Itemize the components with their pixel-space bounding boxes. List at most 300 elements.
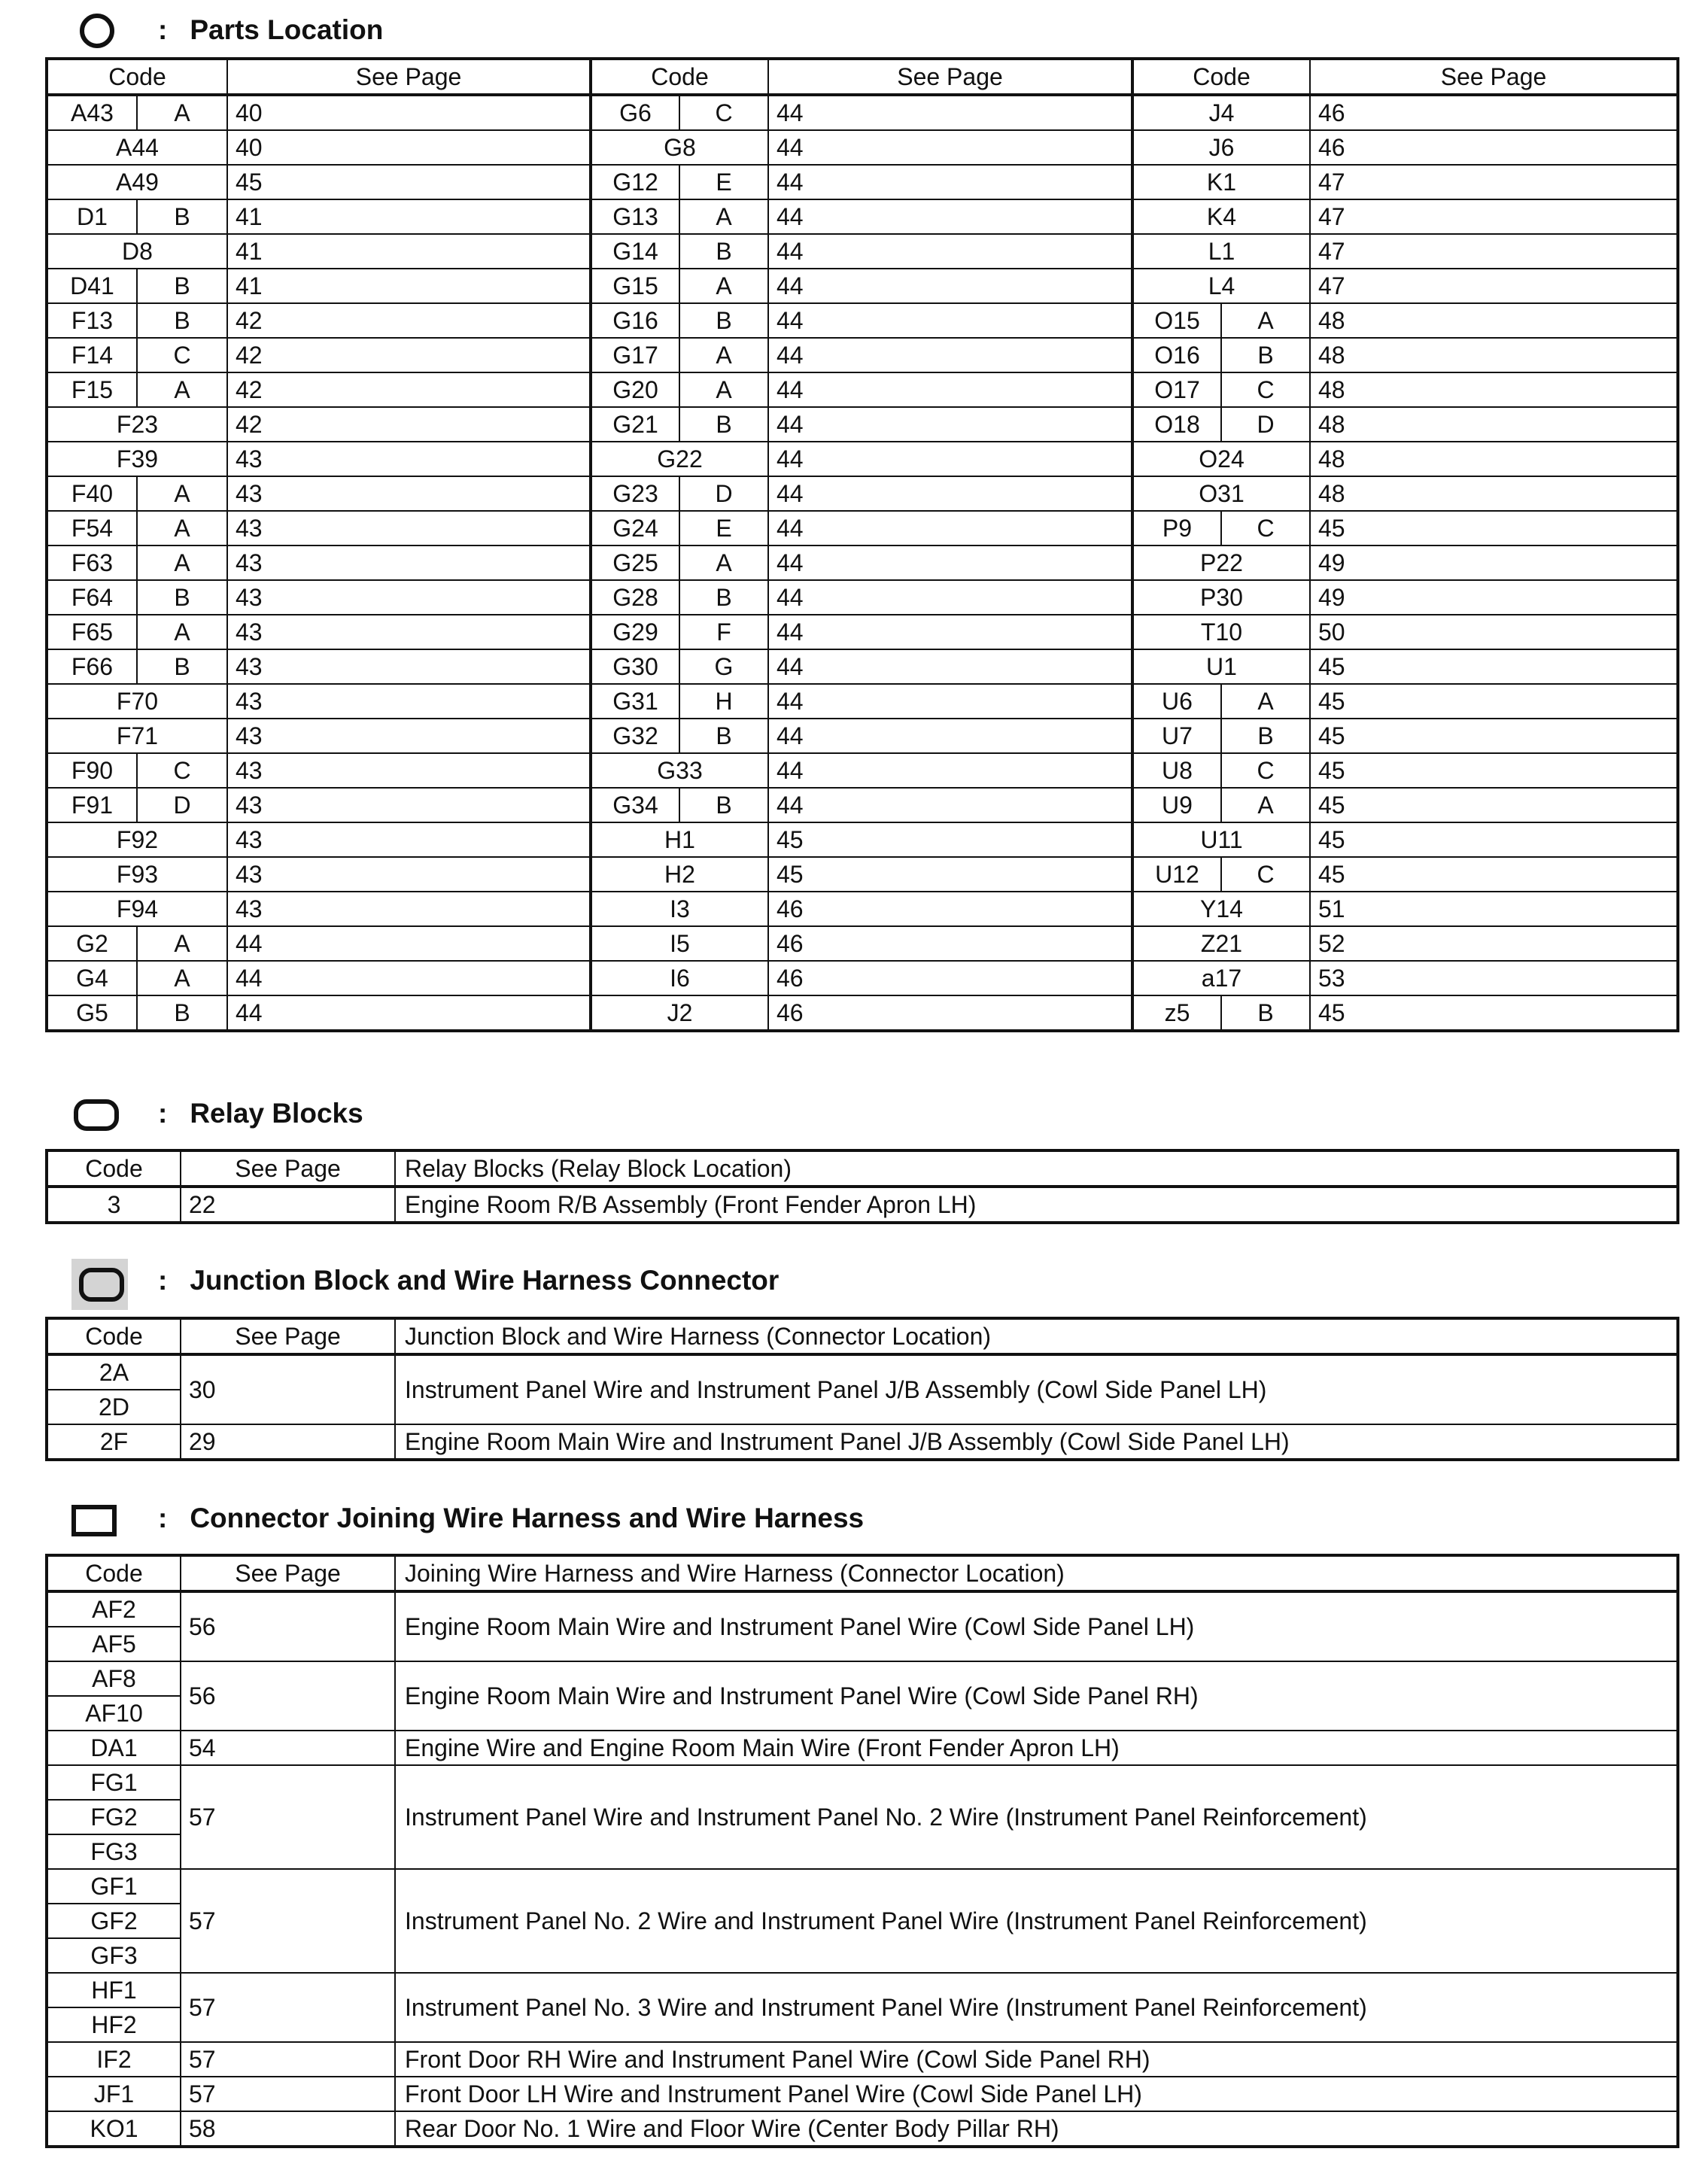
see-page-value: 43 bbox=[227, 892, 591, 926]
part-sub-code: A bbox=[679, 338, 768, 372]
see-page-value: 48 bbox=[1310, 476, 1678, 511]
connector-code: GF2 bbox=[47, 1904, 181, 1938]
location-description: Instrument Panel No. 2 Wire and Instrument Panel Wire (Instrument Panel Reinforcement) bbox=[395, 1869, 1678, 1973]
location-description: Instrument Panel Wire and Instrument Panel J/B Assembly (Cowl Side Panel LH) bbox=[395, 1354, 1678, 1424]
see-page-value: 44 bbox=[768, 719, 1132, 753]
column-header: See Page bbox=[227, 59, 591, 95]
part-code: P30 bbox=[1132, 580, 1310, 615]
connector-code: FG2 bbox=[47, 1800, 181, 1834]
column-header: Relay Blocks (Relay Block Location) bbox=[395, 1150, 1678, 1187]
part-sub-code: A bbox=[137, 615, 227, 649]
see-page-value: 43 bbox=[227, 511, 591, 546]
part-sub-code: C bbox=[1221, 857, 1310, 892]
see-page-value: 54 bbox=[181, 1731, 395, 1765]
see-page-value: 48 bbox=[1310, 338, 1678, 372]
part-sub-code: A bbox=[679, 546, 768, 580]
table-row bbox=[47, 788, 1678, 822]
see-page-value: 43 bbox=[227, 719, 591, 753]
see-page-value: 43 bbox=[227, 476, 591, 511]
see-page-value: 44 bbox=[768, 407, 1132, 442]
see-page-value: 40 bbox=[227, 95, 591, 130]
table-row bbox=[47, 95, 1678, 130]
part-sub-code: A bbox=[137, 372, 227, 407]
section-title: Connector Joining Wire Harness and Wire Harness bbox=[190, 1503, 865, 1533]
see-page-value: 46 bbox=[768, 892, 1132, 926]
see-page-value: 42 bbox=[227, 303, 591, 338]
see-page-value: 44 bbox=[768, 338, 1132, 372]
see-page-value: 45 bbox=[768, 822, 1132, 857]
table-row bbox=[47, 1765, 1678, 1800]
part-sub-code: B bbox=[1221, 719, 1310, 753]
part-code: G20 bbox=[591, 372, 679, 407]
see-page-value: 45 bbox=[1310, 511, 1678, 546]
part-code: H2 bbox=[591, 857, 768, 892]
separator-colon: : bbox=[158, 14, 168, 45]
part-sub-code: A bbox=[1221, 303, 1310, 338]
part-code: G29 bbox=[591, 615, 679, 649]
column-header: Junction Block and Wire Harness (Connector Location) bbox=[395, 1318, 1678, 1354]
part-code: Z21 bbox=[1132, 926, 1310, 961]
separator-colon: : bbox=[158, 1265, 168, 1296]
table-row bbox=[47, 130, 1678, 165]
see-page-value: 22 bbox=[181, 1187, 395, 1223]
part-code: G34 bbox=[591, 788, 679, 822]
part-code: G2 bbox=[47, 926, 137, 961]
part-sub-code: B bbox=[1221, 995, 1310, 1031]
connector-code: 3 bbox=[47, 1187, 181, 1223]
table-row bbox=[47, 407, 1678, 442]
table-row bbox=[47, 234, 1678, 269]
part-sub-code: C bbox=[1221, 753, 1310, 788]
part-sub-code: A bbox=[137, 961, 227, 995]
connector-joining-icon bbox=[68, 1496, 116, 1541]
part-sub-code: D bbox=[1221, 407, 1310, 442]
connector-code: AF8 bbox=[47, 1661, 181, 1696]
table-row bbox=[47, 1661, 1678, 1696]
part-code: F40 bbox=[47, 476, 137, 511]
see-page-value: 45 bbox=[768, 857, 1132, 892]
part-code: G31 bbox=[591, 684, 679, 719]
table-row bbox=[47, 580, 1678, 615]
parts-location-table bbox=[45, 57, 1679, 1032]
see-page-value: 44 bbox=[768, 372, 1132, 407]
see-page-value: 48 bbox=[1310, 303, 1678, 338]
column-header: See Page bbox=[181, 1150, 395, 1187]
part-code: F23 bbox=[47, 407, 227, 442]
table-row bbox=[47, 338, 1678, 372]
part-sub-code: A bbox=[679, 199, 768, 234]
part-sub-code: A bbox=[137, 511, 227, 546]
see-page-value: 44 bbox=[768, 753, 1132, 788]
part-code: A49 bbox=[47, 165, 227, 199]
connector-joining-table bbox=[45, 1554, 1679, 2148]
part-code: a17 bbox=[1132, 961, 1310, 995]
connector-code: 2A bbox=[47, 1354, 181, 1390]
see-page-value: 41 bbox=[227, 199, 591, 234]
see-page-value: 43 bbox=[227, 684, 591, 719]
part-code: G24 bbox=[591, 511, 679, 546]
see-page-value: 45 bbox=[1310, 719, 1678, 753]
part-sub-code: B bbox=[137, 303, 227, 338]
table-row bbox=[47, 1187, 1678, 1223]
part-sub-code: A bbox=[1221, 684, 1310, 719]
see-page-value: 44 bbox=[227, 926, 591, 961]
connector-code: AF10 bbox=[47, 1696, 181, 1731]
see-page-value: 45 bbox=[1310, 753, 1678, 788]
part-code: G6 bbox=[591, 95, 679, 130]
part-sub-code: C bbox=[137, 753, 227, 788]
see-page-value: 47 bbox=[1310, 199, 1678, 234]
part-sub-code: A bbox=[679, 269, 768, 303]
part-code: F65 bbox=[47, 615, 137, 649]
column-header: See Page bbox=[1310, 59, 1678, 95]
see-page-value: 44 bbox=[768, 199, 1132, 234]
part-code: G22 bbox=[591, 442, 768, 476]
part-sub-code: B bbox=[679, 788, 768, 822]
see-page-value: 43 bbox=[227, 580, 591, 615]
part-code: O15 bbox=[1132, 303, 1221, 338]
see-page-value: 40 bbox=[227, 130, 591, 165]
see-page-value: 46 bbox=[1310, 95, 1678, 130]
part-code: F70 bbox=[47, 684, 227, 719]
table-row bbox=[47, 165, 1678, 199]
part-code: J4 bbox=[1132, 95, 1310, 130]
column-header: Joining Wire Harness and Wire Harness (Connector Location) bbox=[395, 1555, 1678, 1591]
part-code: F93 bbox=[47, 857, 227, 892]
section-title: Parts Location bbox=[190, 14, 384, 45]
see-page-value: 44 bbox=[768, 649, 1132, 684]
connector-code: GF3 bbox=[47, 1938, 181, 1973]
see-page-value: 46 bbox=[768, 926, 1132, 961]
table-row bbox=[47, 857, 1678, 892]
see-page-value: 45 bbox=[1310, 684, 1678, 719]
see-page-value: 58 bbox=[181, 2111, 395, 2147]
see-page-value: 45 bbox=[227, 165, 591, 199]
part-code: U12 bbox=[1132, 857, 1221, 892]
see-page-value: 44 bbox=[768, 788, 1132, 822]
part-sub-code: D bbox=[137, 788, 227, 822]
see-page-value: 43 bbox=[227, 788, 591, 822]
see-page-value: 43 bbox=[227, 649, 591, 684]
part-code: G23 bbox=[591, 476, 679, 511]
see-page-value: 57 bbox=[181, 1973, 395, 2042]
part-code: A44 bbox=[47, 130, 227, 165]
see-page-value: 45 bbox=[1310, 788, 1678, 822]
part-sub-code: H bbox=[679, 684, 768, 719]
see-page-value: 43 bbox=[227, 857, 591, 892]
circle-icon bbox=[68, 8, 116, 53]
see-page-value: 42 bbox=[227, 338, 591, 372]
see-page-value: 47 bbox=[1310, 165, 1678, 199]
part-code: D8 bbox=[47, 234, 227, 269]
part-code: A43 bbox=[47, 95, 137, 130]
location-description: Engine Room Main Wire and Instrument Panel Wire (Cowl Side Panel RH) bbox=[395, 1661, 1678, 1731]
part-sub-code: E bbox=[679, 165, 768, 199]
part-code: H1 bbox=[591, 822, 768, 857]
part-code: F66 bbox=[47, 649, 137, 684]
part-code: G28 bbox=[591, 580, 679, 615]
table-row bbox=[47, 719, 1678, 753]
part-code: O17 bbox=[1132, 372, 1221, 407]
table-header-row bbox=[47, 1318, 1678, 1354]
see-page-value: 42 bbox=[227, 407, 591, 442]
see-page-value: 56 bbox=[181, 1661, 395, 1731]
part-code: O24 bbox=[1132, 442, 1310, 476]
connector-code: 2D bbox=[47, 1390, 181, 1424]
see-page-value: 57 bbox=[181, 2077, 395, 2111]
part-code: D1 bbox=[47, 199, 137, 234]
part-code: K1 bbox=[1132, 165, 1310, 199]
part-sub-code: B bbox=[137, 995, 227, 1031]
part-code: F64 bbox=[47, 580, 137, 615]
see-page-value: 44 bbox=[768, 511, 1132, 546]
part-sub-code: B bbox=[137, 199, 227, 234]
see-page-value: 56 bbox=[181, 1591, 395, 1661]
part-sub-code: A bbox=[1221, 788, 1310, 822]
see-page-value: 49 bbox=[1310, 580, 1678, 615]
part-code: G8 bbox=[591, 130, 768, 165]
connector-code: AF2 bbox=[47, 1591, 181, 1627]
part-code: J6 bbox=[1132, 130, 1310, 165]
part-code: Y14 bbox=[1132, 892, 1310, 926]
see-page-value: 45 bbox=[1310, 822, 1678, 857]
table-header-row bbox=[47, 1555, 1678, 1591]
table-row bbox=[47, 372, 1678, 407]
connector-joining-header bbox=[68, 1496, 864, 1541]
part-code: U8 bbox=[1132, 753, 1221, 788]
table-row bbox=[47, 753, 1678, 788]
part-code: G5 bbox=[47, 995, 137, 1031]
part-code: O18 bbox=[1132, 407, 1221, 442]
table-row bbox=[47, 926, 1678, 961]
connector-code: FG3 bbox=[47, 1834, 181, 1869]
part-code: F15 bbox=[47, 372, 137, 407]
see-page-value: 46 bbox=[768, 995, 1132, 1031]
part-code: G12 bbox=[591, 165, 679, 199]
part-sub-code: B bbox=[137, 649, 227, 684]
part-sub-code: C bbox=[137, 338, 227, 372]
connector-code: JF1 bbox=[47, 2077, 181, 2111]
part-sub-code: F bbox=[679, 615, 768, 649]
see-page-value: 44 bbox=[768, 476, 1132, 511]
see-page-value: 44 bbox=[768, 165, 1132, 199]
see-page-value: 44 bbox=[768, 684, 1132, 719]
column-header: See Page bbox=[181, 1318, 395, 1354]
column-header: Code bbox=[47, 1318, 181, 1354]
table-row bbox=[47, 476, 1678, 511]
location-description: Engine Room Main Wire and Instrument Panel Wire (Cowl Side Panel LH) bbox=[395, 1591, 1678, 1661]
part-sub-code: B bbox=[1221, 338, 1310, 372]
column-header: See Page bbox=[181, 1555, 395, 1591]
part-sub-code: B bbox=[679, 303, 768, 338]
connector-code: DA1 bbox=[47, 1731, 181, 1765]
connector-code: HF2 bbox=[47, 2007, 181, 2042]
parts-location-header bbox=[68, 8, 383, 53]
part-code: F94 bbox=[47, 892, 227, 926]
part-code: P9 bbox=[1132, 511, 1221, 546]
part-code: G13 bbox=[591, 199, 679, 234]
location-description: Rear Door No. 1 Wire and Floor Wire (Center Body Pillar RH) bbox=[395, 2111, 1678, 2147]
connector-code: FG1 bbox=[47, 1765, 181, 1800]
see-page-value: 53 bbox=[1310, 961, 1678, 995]
table-row bbox=[47, 1424, 1678, 1460]
see-page-value: 44 bbox=[768, 303, 1132, 338]
part-code: G32 bbox=[591, 719, 679, 753]
see-page-value: 46 bbox=[1310, 130, 1678, 165]
part-code: J2 bbox=[591, 995, 768, 1031]
see-page-value: 43 bbox=[227, 442, 591, 476]
table-header-row bbox=[47, 59, 1678, 95]
see-page-value: 43 bbox=[227, 753, 591, 788]
see-page-value: 41 bbox=[227, 234, 591, 269]
part-sub-code: B bbox=[679, 580, 768, 615]
junction-block-header bbox=[68, 1258, 779, 1303]
location-description: Instrument Panel Wire and Instrument Panel No. 2 Wire (Instrument Panel Reinforcement) bbox=[395, 1765, 1678, 1869]
part-code: L4 bbox=[1132, 269, 1310, 303]
part-sub-code: C bbox=[1221, 511, 1310, 546]
part-code: G16 bbox=[591, 303, 679, 338]
part-code: U11 bbox=[1132, 822, 1310, 857]
part-sub-code: C bbox=[1221, 372, 1310, 407]
part-sub-code: B bbox=[137, 269, 227, 303]
part-code: F90 bbox=[47, 753, 137, 788]
part-code: O16 bbox=[1132, 338, 1221, 372]
part-code: G21 bbox=[591, 407, 679, 442]
see-page-value: 47 bbox=[1310, 234, 1678, 269]
connector-code: IF2 bbox=[47, 2042, 181, 2077]
part-code: P22 bbox=[1132, 546, 1310, 580]
table-row bbox=[47, 2077, 1678, 2111]
table-row bbox=[47, 269, 1678, 303]
see-page-value: 49 bbox=[1310, 546, 1678, 580]
part-sub-code: D bbox=[679, 476, 768, 511]
part-sub-code: A bbox=[137, 546, 227, 580]
part-sub-code: G bbox=[679, 649, 768, 684]
part-sub-code: A bbox=[679, 372, 768, 407]
part-sub-code: B bbox=[679, 234, 768, 269]
part-code: G17 bbox=[591, 338, 679, 372]
see-page-value: 48 bbox=[1310, 407, 1678, 442]
location-description: Engine Room Main Wire and Instrument Panel J/B Assembly (Cowl Side Panel LH) bbox=[395, 1424, 1678, 1460]
column-header: Code bbox=[47, 1150, 181, 1187]
section-title: Relay Blocks bbox=[190, 1098, 363, 1129]
part-code: F63 bbox=[47, 546, 137, 580]
part-code: G14 bbox=[591, 234, 679, 269]
column-header: Code bbox=[591, 59, 768, 95]
see-page-value: 30 bbox=[181, 1354, 395, 1424]
location-description: Engine Wire and Engine Room Main Wire (Front Fender Apron LH) bbox=[395, 1731, 1678, 1765]
part-code: I3 bbox=[591, 892, 768, 926]
see-page-value: 57 bbox=[181, 1765, 395, 1869]
location-description: Instrument Panel No. 3 Wire and Instrument Panel Wire (Instrument Panel Reinforcement) bbox=[395, 1973, 1678, 2042]
part-code: O31 bbox=[1132, 476, 1310, 511]
table-row bbox=[47, 961, 1678, 995]
see-page-value: 45 bbox=[1310, 857, 1678, 892]
see-page-value: 45 bbox=[1310, 649, 1678, 684]
table-row bbox=[47, 303, 1678, 338]
table-row bbox=[47, 822, 1678, 857]
table-row bbox=[47, 1869, 1678, 1904]
table-row bbox=[47, 511, 1678, 546]
table-row bbox=[47, 649, 1678, 684]
see-page-value: 44 bbox=[768, 234, 1132, 269]
relay-blocks-header bbox=[68, 1091, 363, 1136]
see-page-value: 44 bbox=[768, 130, 1132, 165]
relay-blocks-table bbox=[45, 1149, 1679, 1224]
see-page-value: 29 bbox=[181, 1424, 395, 1460]
column-header: Code bbox=[47, 1555, 181, 1591]
see-page-value: 46 bbox=[768, 961, 1132, 995]
part-code: T10 bbox=[1132, 615, 1310, 649]
column-header: Code bbox=[1132, 59, 1310, 95]
location-description: Front Door RH Wire and Instrument Panel Wire (Cowl Side Panel RH) bbox=[395, 2042, 1678, 2077]
part-code: D41 bbox=[47, 269, 137, 303]
see-page-value: 44 bbox=[768, 546, 1132, 580]
section-title: Junction Block and Wire Harness Connector bbox=[190, 1265, 780, 1296]
part-sub-code: E bbox=[679, 511, 768, 546]
location-description: Front Door LH Wire and Instrument Panel Wire (Cowl Side Panel LH) bbox=[395, 2077, 1678, 2111]
part-code: K4 bbox=[1132, 199, 1310, 234]
see-page-value: 44 bbox=[768, 615, 1132, 649]
see-page-value: 43 bbox=[227, 546, 591, 580]
table-row bbox=[47, 1973, 1678, 2007]
see-page-value: 48 bbox=[1310, 372, 1678, 407]
junction-block-icon bbox=[68, 1258, 116, 1303]
part-code: F92 bbox=[47, 822, 227, 857]
table-row bbox=[47, 615, 1678, 649]
see-page-value: 57 bbox=[181, 1869, 395, 1973]
table-row bbox=[47, 892, 1678, 926]
location-description: Engine Room R/B Assembly (Front Fender Apron LH) bbox=[395, 1187, 1678, 1223]
connector-code: KO1 bbox=[47, 2111, 181, 2147]
part-sub-code: A bbox=[137, 95, 227, 130]
see-page-value: 48 bbox=[1310, 442, 1678, 476]
table-row bbox=[47, 684, 1678, 719]
see-page-value: 41 bbox=[227, 269, 591, 303]
part-code: G25 bbox=[591, 546, 679, 580]
relay-block-icon bbox=[68, 1091, 116, 1136]
see-page-value: 44 bbox=[768, 269, 1132, 303]
separator-colon: : bbox=[158, 1098, 168, 1129]
see-page-value: 42 bbox=[227, 372, 591, 407]
see-page-value: 44 bbox=[227, 961, 591, 995]
part-code: F54 bbox=[47, 511, 137, 546]
see-page-value: 44 bbox=[768, 580, 1132, 615]
table-row bbox=[47, 2042, 1678, 2077]
table-row bbox=[47, 199, 1678, 234]
part-code: F39 bbox=[47, 442, 227, 476]
see-page-value: 44 bbox=[227, 995, 591, 1031]
part-code: U9 bbox=[1132, 788, 1221, 822]
see-page-value: 52 bbox=[1310, 926, 1678, 961]
table-row bbox=[47, 546, 1678, 580]
part-code: G30 bbox=[591, 649, 679, 684]
see-page-value: 47 bbox=[1310, 269, 1678, 303]
see-page-value: 51 bbox=[1310, 892, 1678, 926]
part-sub-code: C bbox=[679, 95, 768, 130]
table-row bbox=[47, 442, 1678, 476]
column-header: See Page bbox=[768, 59, 1132, 95]
see-page-value: 57 bbox=[181, 2042, 395, 2077]
part-code: L1 bbox=[1132, 234, 1310, 269]
table-row bbox=[47, 2111, 1678, 2147]
part-code: F71 bbox=[47, 719, 227, 753]
part-code: G4 bbox=[47, 961, 137, 995]
junction-block-table bbox=[45, 1317, 1679, 1461]
part-code: F91 bbox=[47, 788, 137, 822]
table-header-row bbox=[47, 1150, 1678, 1187]
part-code: F13 bbox=[47, 303, 137, 338]
